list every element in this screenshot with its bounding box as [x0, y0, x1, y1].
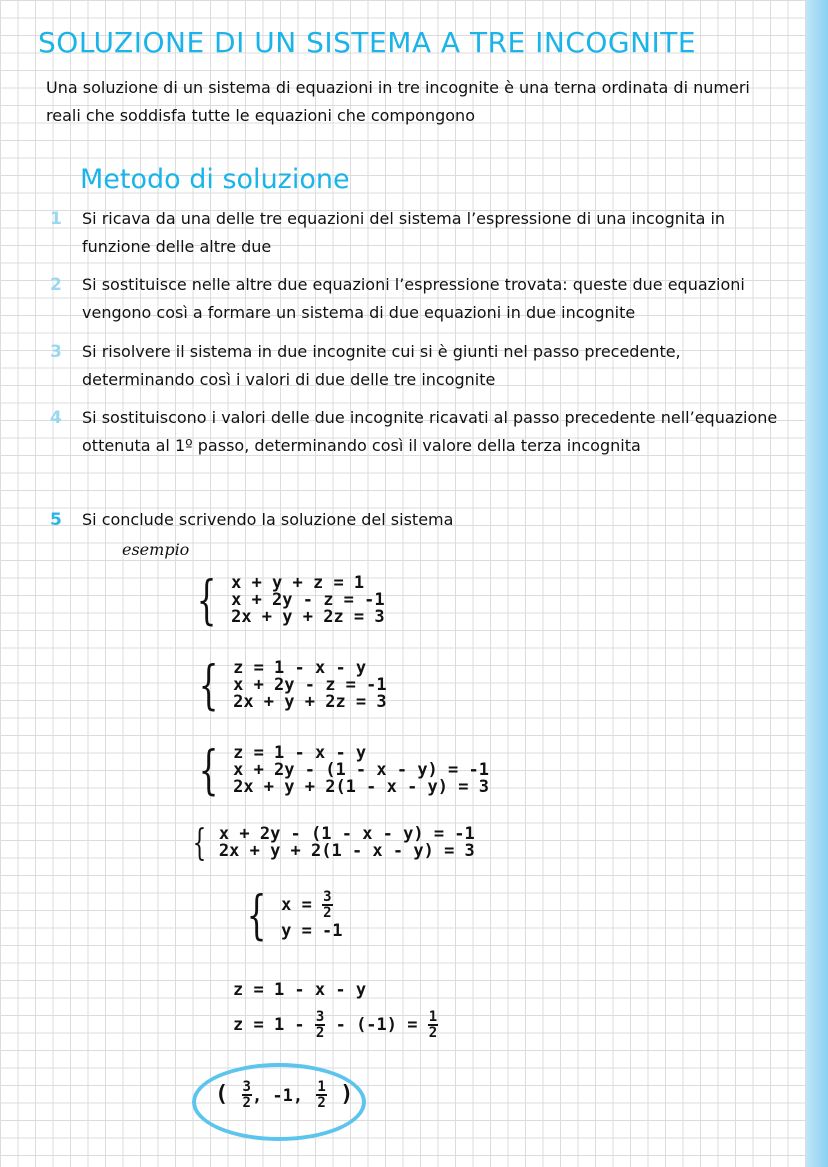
- system-1: [190, 571, 385, 631]
- intro-text: Una soluzione di un sistema di equazioni in tre incognite è una terna ordinata di numeri reali che soddisfa tutte le equazioni che compongono: [46, 78, 750, 125]
- page-title: SOLUZIONE DI UN SISTEMA A TRE INCOGNITE: [38, 26, 697, 59]
- step-number: 1: [50, 209, 62, 229]
- step-text: Si risolvere il sistema in due incognite cui si è giunti nel passo precedente, determinando così i valori di due delle tre incognite: [82, 342, 681, 389]
- step-text: Si conclude scrivendo la soluzione del sistema: [82, 510, 454, 529]
- brace-icon: {: [198, 656, 219, 716]
- step-3: [50, 338, 780, 394]
- z-equation-2: z = 1 - $\frac{3}{2}$ - (-1) = $\frac{1}{2}$: [233, 1009, 438, 1041]
- step-number: 3: [50, 342, 62, 362]
- fraction: $\frac{1}{2}$: [317, 1079, 326, 1111]
- equation: x + 2y - (1 - x - y) = -1: [218, 824, 475, 844]
- step-number: 4: [50, 408, 62, 428]
- equation: x + 2y - z = -1: [231, 590, 385, 610]
- example-label: esempio: [122, 540, 190, 559]
- fraction: $\frac{1}{2}$: [428, 1009, 438, 1041]
- brace-icon: {: [192, 823, 207, 864]
- step-text: Si sostituiscono i valori delle due incognite ricavati al passo precedente nell’equazione ottenuta al 1º passo, determinando così il valore della terza incognita: [82, 408, 778, 455]
- system-5: [240, 886, 343, 946]
- step-1: [50, 205, 780, 261]
- step-number: 2: [50, 275, 62, 295]
- brace-icon: {: [198, 741, 219, 801]
- fraction: $\frac{3}{2}$: [242, 1079, 251, 1111]
- z-equation-1: z = 1 - x - y: [233, 980, 367, 1000]
- equation: 2x + y + 2z = 3: [231, 607, 385, 627]
- equation: x + 2y - z = -1: [233, 675, 387, 695]
- system-2: [192, 656, 387, 716]
- fraction: $\frac{3}{2}$: [323, 889, 332, 921]
- fraction: $\frac{3}{2}$: [315, 1009, 325, 1041]
- equation: z = 1 - x - y: [233, 743, 367, 763]
- equation: x + y + z = 1: [231, 573, 365, 593]
- equation: x =: [281, 895, 312, 915]
- step-5: [50, 506, 780, 534]
- equation: x + 2y - (1 - x - y) = -1: [233, 760, 489, 780]
- equation: y = -1: [281, 921, 343, 941]
- brace-icon: {: [196, 571, 217, 631]
- step-number: 5: [50, 510, 62, 530]
- equation: z = 1 - x - y: [233, 658, 367, 678]
- step-text: Si sostituisce nelle altre due equazioni l’espressione trovata: queste due equazioni vengono così a formare un sistema di due equazioni in due incognite: [82, 275, 745, 322]
- equation: 2x + y + 2(1 - x - y) = 3: [233, 777, 489, 797]
- step-text: Si ricava da una delle tre equazioni del sistema l’espressione di una incognita in funzione delle altre due: [82, 209, 726, 256]
- step-4: [50, 404, 780, 460]
- equation: 2x + y + 2z = 3: [233, 692, 387, 712]
- brace-icon: {: [246, 886, 267, 946]
- step-2: [50, 271, 780, 327]
- section-heading: Metodo di soluzione: [80, 164, 350, 195]
- solution-triple: ( $\frac{3}{2}$ , -1, $\frac{1}{2}$ ): [215, 1079, 354, 1111]
- system-4: [188, 823, 475, 864]
- system-3: [192, 741, 489, 801]
- page-edge-stripe: [806, 0, 828, 1167]
- equation: 2x + y + 2(1 - x - y) = 3: [218, 841, 475, 861]
